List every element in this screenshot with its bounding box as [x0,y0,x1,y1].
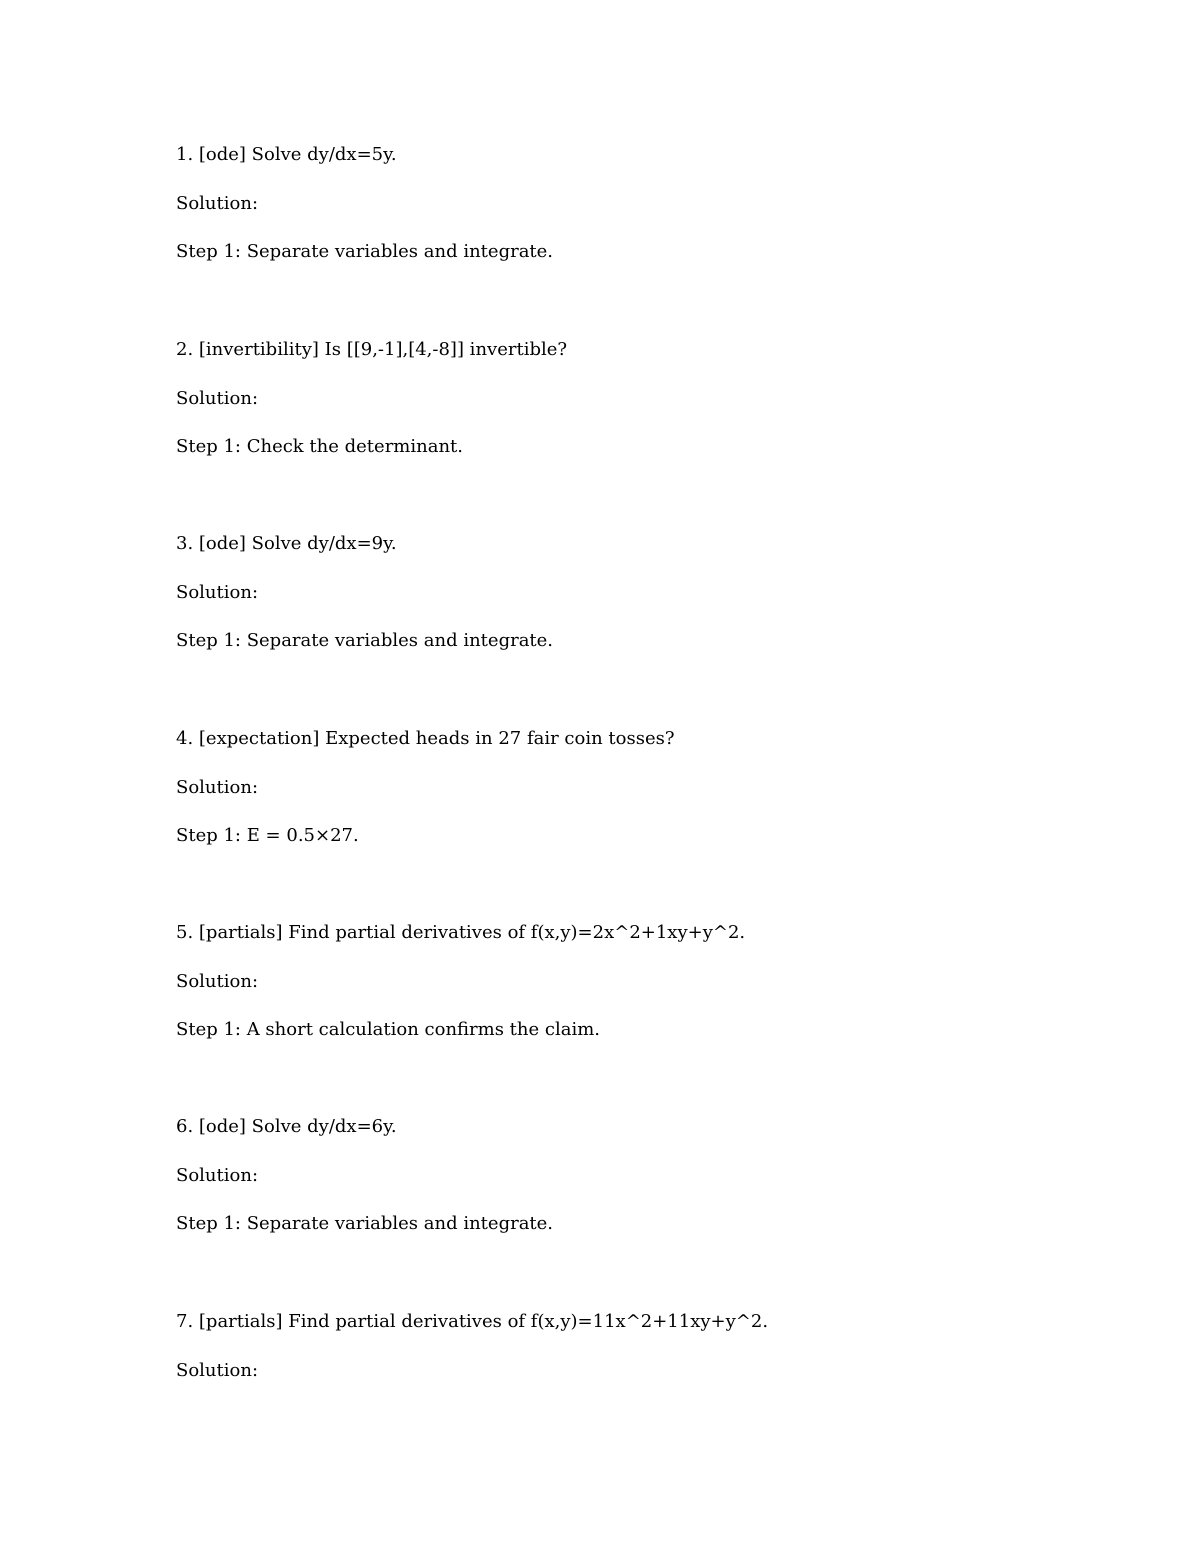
solution-step: Step 1: E = 0.5×27. [176,825,359,847]
solution-step: Step 1: Separate variables and integrate. [176,630,554,652]
solution-label: Solution: [176,192,259,214]
solution-step: Step 1: Separate variables and integrate. [176,241,554,263]
problem-2 [176,337,1076,460]
solution-label: Solution: [176,581,259,603]
problem-3 [176,531,1076,654]
problem-6 [176,1114,1076,1237]
problem-question: 2. [invertibility] Is [[9,-1],[4,-8]] invertible? [176,339,568,360]
problem-7 [176,1309,1076,1384]
solution-step: Step 1: Separate variables and integrate. [176,1213,554,1235]
problem-question: 7. [partials] Find partial derivatives of f(x,y)=11x^2+11xy+y^2. [176,1311,769,1332]
solution-label: Solution: [176,970,259,992]
solution-label: Solution: [176,387,259,409]
problem-question: 3. [ode] Solve dy/dx=9y. [176,533,397,554]
problem-question: 6. [ode] Solve dy/dx=6y. [176,1116,397,1137]
solution-label: Solution: [176,776,259,798]
problem-question: 5. [partials] Find partial derivatives of f(x,y)=2x^2+1xy+y^2. [176,922,746,943]
problem-5 [176,920,1076,1043]
problem-question: 4. [expectation] Expected heads in 27 fair coin tosses? [176,728,675,749]
solution-label: Solution: [176,1359,259,1381]
problem-question: 1. [ode] Solve dy/dx=5y. [176,144,397,165]
problem-1 [176,142,1076,265]
solution-step: Step 1: A short calculation confirms the claim. [176,1019,600,1041]
solution-label: Solution: [176,1164,259,1186]
solution-step: Step 1: Check the determinant. [176,436,463,458]
problem-4 [176,726,1076,849]
